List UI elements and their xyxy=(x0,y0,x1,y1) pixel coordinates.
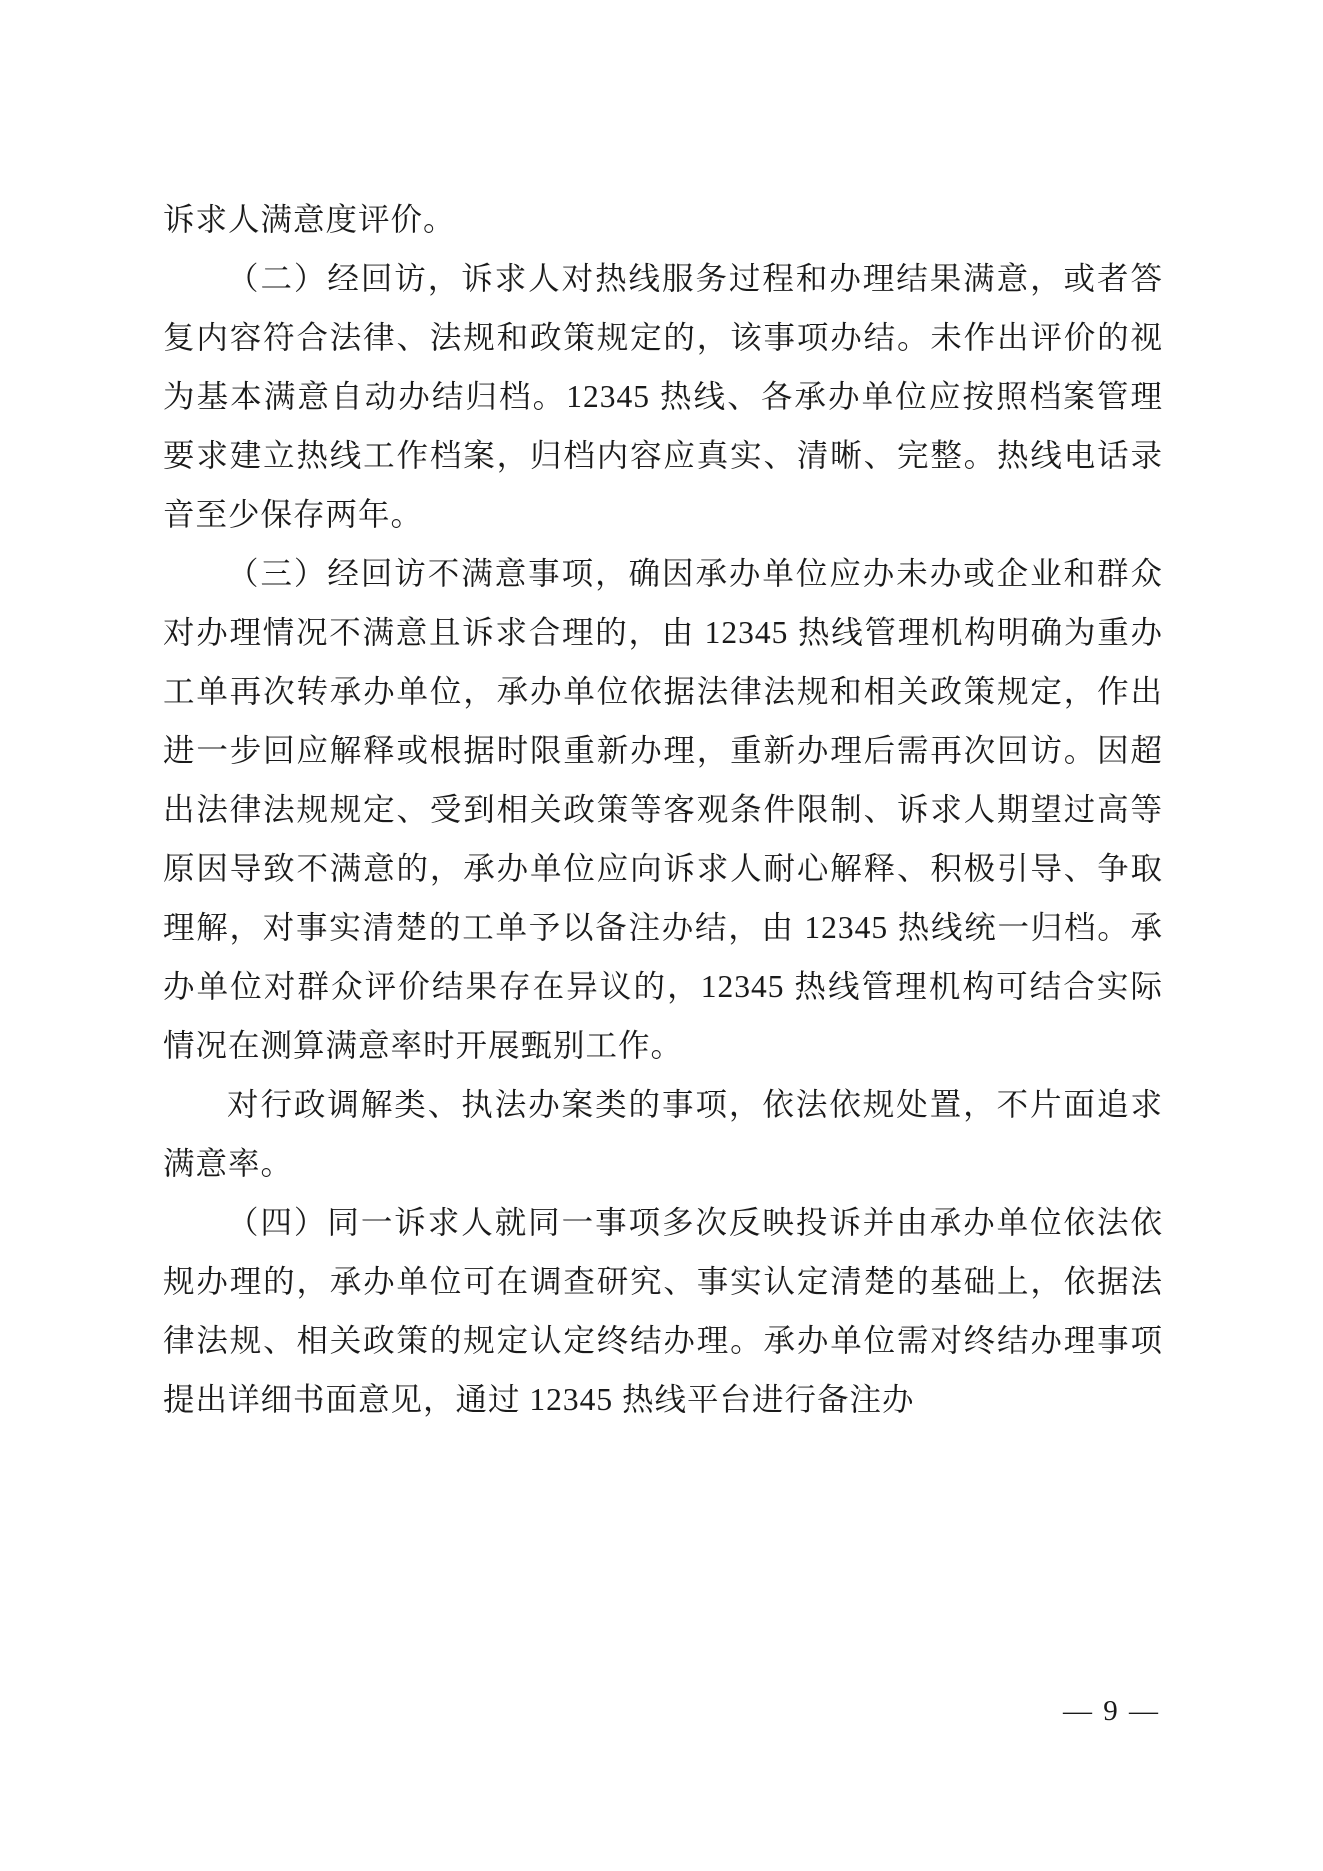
page-number: — 9 — xyxy=(1063,1695,1160,1727)
paragraph-continued: 诉求人满意度评价。 xyxy=(163,202,456,237)
document-body xyxy=(163,190,1163,1429)
paragraph-item-2: （二）经回访，诉求人对热线服务过程和办理结果满意，或者答复内容符合法律、法规和政策规定的，该事项办结。未作出评价的视为基本满意自动办结归档。12345 热线、各承办单位应按照档案管理要求建立热线工作档案，归档内容应真实、清晰、完整。热线电话录音至少保存两年。 xyxy=(163,261,1163,532)
paragraph-item-4: （四）同一诉求人就同一事项多次反映投诉并由承办单位依法依规办理的，承办单位可在调查研究、事实认定清楚的基础上，依据法律法规、相关政策的规定认定终结办理。承办单位需对终结办理事项提出详细书面意见，通过 12345 热线平台进行备注办 xyxy=(163,1205,1163,1417)
paragraph-administrative-mediation: 对行政调解类、执法办案类的事项，依法依规处置，不片面追求满意率。 xyxy=(163,1087,1163,1181)
paragraph-item-3: （三）经回访不满意事项，确因承办单位应办未办或企业和群众对办理情况不满意且诉求合理的，由 12345 热线管理机构明确为重办工单再次转承办单位，承办单位依据法律法规和相关政策规定，作出进一步回应解释或根据时限重新办理，重新办理后需再次回访。因超出法律法规规定、受到相关政策等客观条件限制、诉求人期望过高等原因导致不满意的，承办单位应向诉求人耐心解释、积极引导、争取理解，对事实清楚的工单予以备注办结，由 12345 热线统一归档。承办单位对群众评价结果存在异议的，12345 热线管理机构可结合实际情况在测算满意率时开展甄别工作。 xyxy=(163,556,1163,1063)
